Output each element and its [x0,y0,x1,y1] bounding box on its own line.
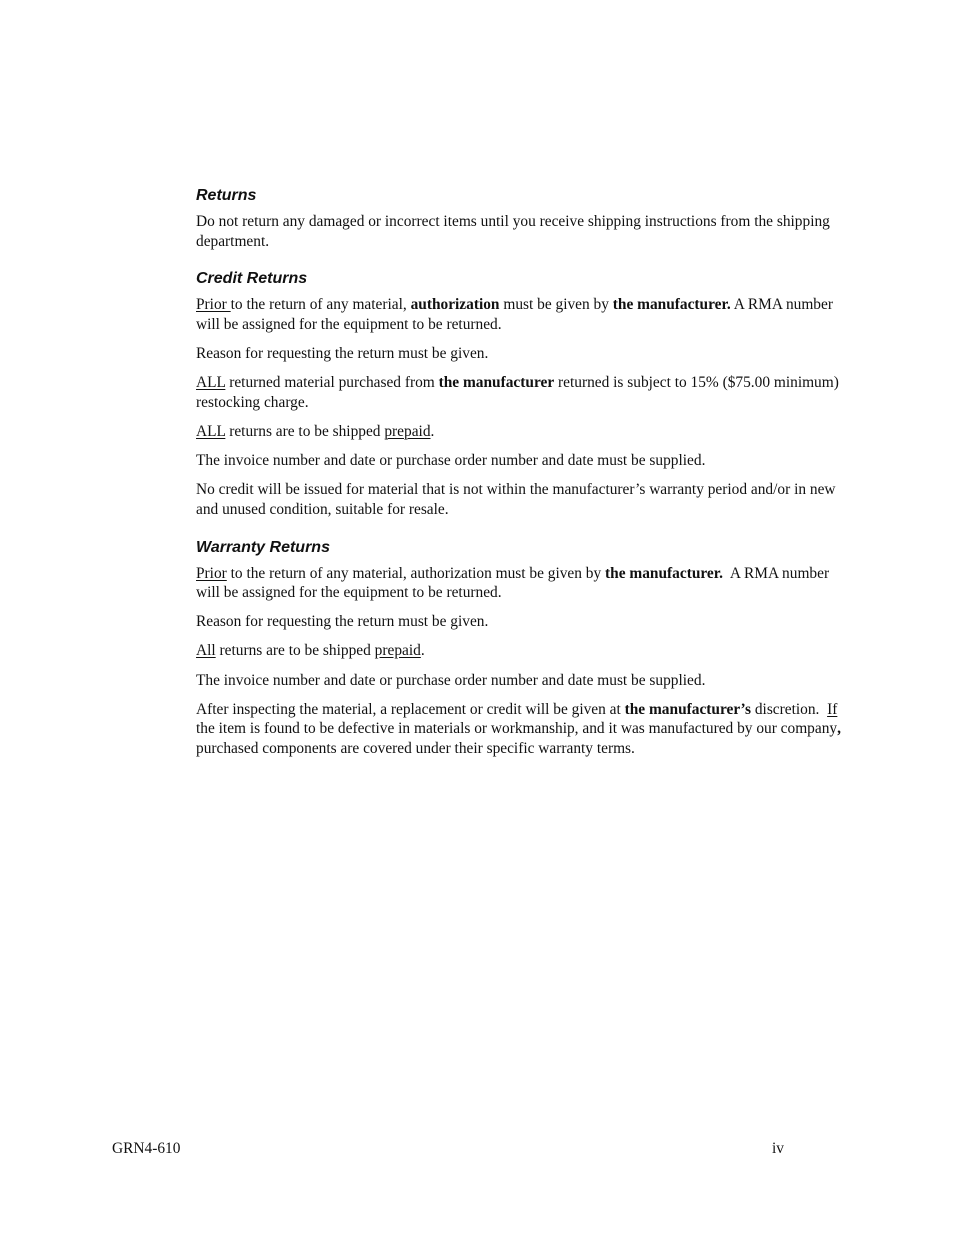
credit-prepaid-paragraph: ALL returns are to be shipped prepaid. [196,422,435,440]
manufacturer-bold: the manufacturer. [605,564,724,582]
authorization-bold: authorization [410,296,500,314]
all-underlined: ALL [196,374,226,392]
prepaid-underlined: prepaid [374,642,421,660]
returns-section [196,186,846,251]
manufacturers-bold: the manufacturer’s [624,700,751,718]
if-underlined: If [827,700,838,718]
prior-underlined: Prior [196,564,227,582]
credit-restocking-paragraph: ALL returned material purchased from the manufacturer returned is subject to 15% ($75.00 minimum) restocking charge. [196,374,839,411]
credit-invoice-paragraph: The invoice number and date or purchase order number and date must be supplied. [196,452,706,470]
manufacturer-bold: the manufacturer [438,374,555,392]
credit-warranty-period-paragraph: No credit will be issued for material that is not within the manufacturer’s warranty period and/or in new and unused condition, suitable for resale. [196,481,836,518]
warranty-returns-section [196,538,846,759]
manufacturer-bold: the manufacturer. [612,296,731,314]
all-underlined: ALL [196,422,226,440]
warranty-authorization-paragraph: Prior to the return of any material, authorization must be given by the manufacturer. A RMA number will be assigned for the equipment to be returned. [196,564,833,602]
all-underlined: All [196,642,216,660]
credit-authorization-paragraph: Prior to the return of any material, authorization must be given by the manufacturer. A RMA number will be assigned for the equipment to be returned. [196,296,833,333]
comma-bold: , [837,720,841,738]
credit-returns-heading: Credit Returns [196,270,308,288]
warranty-returns-heading: Warranty Returns [196,538,330,556]
warranty-invoice-paragraph: The invoice number and date or purchase order number and date must be supplied. [196,671,706,689]
prior-underlined: Prior [196,296,231,314]
credit-returns-section [196,269,846,519]
credit-reason-paragraph: Reason for requesting the return must be given. [196,344,489,362]
warranty-reason-paragraph: Reason for requesting the return must be given. [196,613,489,631]
warranty-prepaid-paragraph: All returns are to be shipped prepaid. [196,642,425,660]
returns-paragraph: Do not return any damaged or incorrect items until you receive shipping instructions from the shipping department. [196,213,830,250]
warranty-inspection-paragraph: After inspecting the material, a replacement or credit will be given at the manufacturer’s discretion. If the item is found to be defective in materials or workmanship, and it was manufactured by our company, purchased components are covered under their specific warranty terms. [196,700,841,758]
page-number: iv [772,1140,784,1157]
document-body [196,186,846,759]
prepaid-underlined: prepaid [384,422,431,440]
document-id: GRN4-610 [112,1140,181,1157]
returns-heading: Returns [196,187,257,204]
